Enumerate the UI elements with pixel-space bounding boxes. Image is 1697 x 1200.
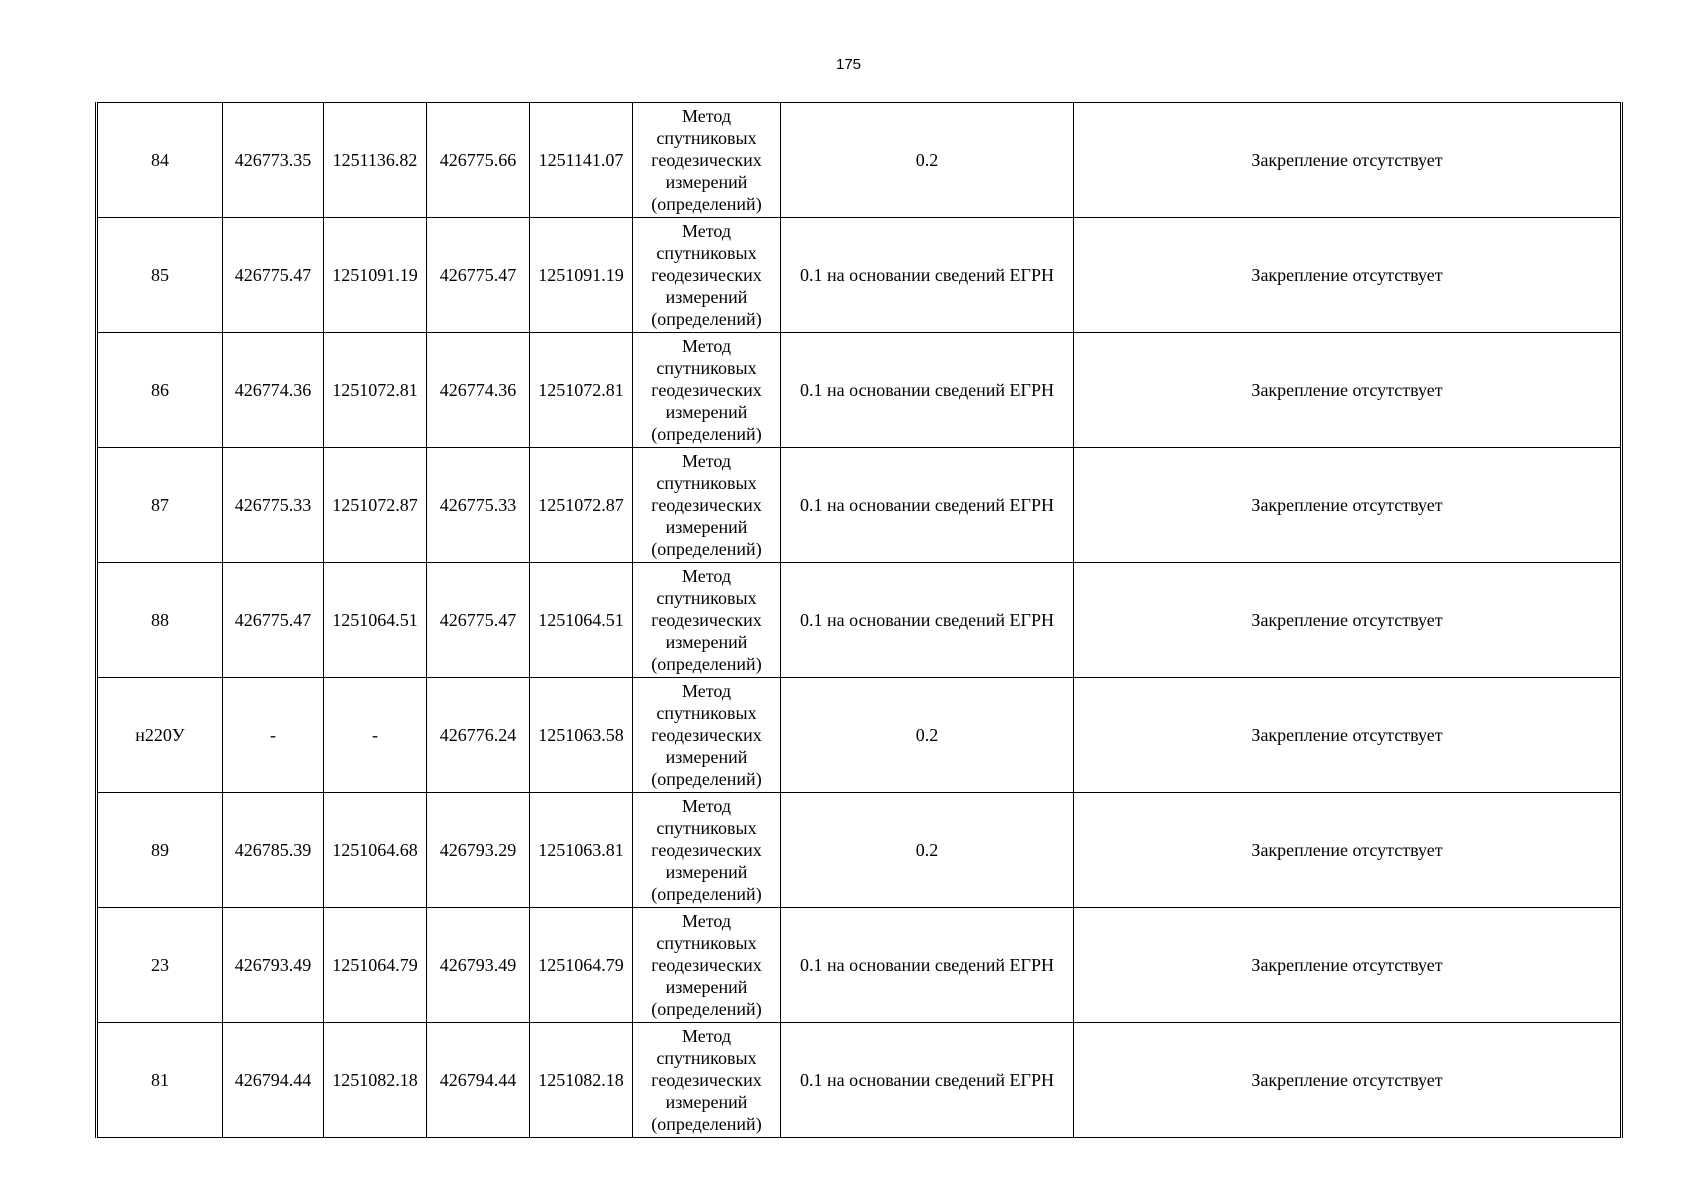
method-line: измерений xyxy=(665,632,748,652)
method-line: спутниковых xyxy=(656,243,757,263)
table-body xyxy=(97,103,1622,1138)
existing-x-cell: 426775.47 xyxy=(223,563,324,678)
page-number: 175 xyxy=(835,56,862,73)
table-row xyxy=(97,678,1622,793)
existing-y-cell: 1251072.87 xyxy=(324,448,427,563)
point-number-cell: 88 xyxy=(97,563,223,678)
method-line: измерений xyxy=(665,517,748,537)
method-line: измерений xyxy=(665,862,748,882)
method-line: (определений) xyxy=(651,309,762,329)
method-line: геодезических xyxy=(651,495,762,515)
existing-y-cell: 1251064.51 xyxy=(324,563,427,678)
method-line: Метод xyxy=(681,451,732,471)
new-x-cell: 426775.47 xyxy=(427,563,530,678)
accuracy-cell: 0.1 на основании сведений ЕГРН xyxy=(781,333,1074,448)
coordinates-table xyxy=(95,102,1623,1138)
method-line: спутниковых xyxy=(656,128,757,148)
fixing-cell: Закрепление отсутствует xyxy=(1074,908,1622,1023)
fixing-cell: Закрепление отсутствует xyxy=(1074,678,1622,793)
method-line: измерений xyxy=(665,172,748,192)
method-line: (определений) xyxy=(651,539,762,559)
new-x-cell: 426793.29 xyxy=(427,793,530,908)
table-row xyxy=(97,793,1622,908)
new-x-cell: 426794.44 xyxy=(427,1023,530,1138)
method-line: геодезических xyxy=(651,725,762,745)
table-row xyxy=(97,908,1622,1023)
method-cell xyxy=(633,218,781,333)
accuracy-cell: 0.1 на основании сведений ЕГРН xyxy=(781,218,1074,333)
existing-y-cell: 1251064.79 xyxy=(324,908,427,1023)
point-number-cell: 86 xyxy=(97,333,223,448)
method-line: Метод xyxy=(681,796,732,816)
fixing-cell: Закрепление отсутствует xyxy=(1074,793,1622,908)
method-cell xyxy=(633,908,781,1023)
table-row xyxy=(97,563,1622,678)
existing-x-cell: 426775.47 xyxy=(223,218,324,333)
method-line: геодезических xyxy=(651,1070,762,1090)
method-line: измерений xyxy=(665,402,748,422)
point-number-cell: 23 xyxy=(97,908,223,1023)
method-line: Метод xyxy=(681,106,732,126)
existing-x-cell: 426774.36 xyxy=(223,333,324,448)
method-line: геодезических xyxy=(651,150,762,170)
table-row xyxy=(97,1023,1622,1138)
new-x-cell: 426793.49 xyxy=(427,908,530,1023)
new-y-cell: 1251064.51 xyxy=(530,563,633,678)
method-cell xyxy=(633,448,781,563)
method-line: измерений xyxy=(665,287,748,307)
method-line: (определений) xyxy=(651,194,762,214)
accuracy-cell: 0.2 xyxy=(781,678,1074,793)
accuracy-cell: 0.1 на основании сведений ЕГРН xyxy=(781,908,1074,1023)
method-line: (определений) xyxy=(651,884,762,904)
method-line: (определений) xyxy=(651,769,762,789)
existing-x-cell: 426794.44 xyxy=(223,1023,324,1138)
point-number-cell: 89 xyxy=(97,793,223,908)
accuracy-cell: 0.1 на основании сведений ЕГРН xyxy=(781,563,1074,678)
method-line: измерений xyxy=(665,747,748,767)
method-line: спутниковых xyxy=(656,1048,757,1068)
method-line: измерений xyxy=(665,977,748,997)
new-y-cell: 1251091.19 xyxy=(530,218,633,333)
method-cell xyxy=(633,793,781,908)
method-line: спутниковых xyxy=(656,703,757,723)
point-number-cell: 84 xyxy=(97,103,223,218)
fixing-cell: Закрепление отсутствует xyxy=(1074,1023,1622,1138)
new-y-cell: 1251063.81 xyxy=(530,793,633,908)
new-x-cell: 426774.36 xyxy=(427,333,530,448)
new-x-cell: 426775.66 xyxy=(427,103,530,218)
fixing-cell: Закрепление отсутствует xyxy=(1074,333,1622,448)
new-y-cell: 1251072.81 xyxy=(530,333,633,448)
method-line: геодезических xyxy=(651,380,762,400)
point-number-cell: 81 xyxy=(97,1023,223,1138)
method-line: Метод xyxy=(681,221,732,241)
method-line: спутниковых xyxy=(656,588,757,608)
new-y-cell: 1251063.58 xyxy=(530,678,633,793)
accuracy-cell: 0.1 на основании сведений ЕГРН xyxy=(781,1023,1074,1138)
existing-x-cell: - xyxy=(223,678,324,793)
fixing-cell: Закрепление отсутствует xyxy=(1074,103,1622,218)
table-row xyxy=(97,448,1622,563)
method-line: Метод xyxy=(681,566,732,586)
method-cell xyxy=(633,103,781,218)
method-cell xyxy=(633,678,781,793)
method-line: измерений xyxy=(665,1092,748,1112)
table-row xyxy=(97,103,1622,218)
new-x-cell: 426775.33 xyxy=(427,448,530,563)
method-line: спутниковых xyxy=(656,818,757,838)
existing-y-cell: 1251064.68 xyxy=(324,793,427,908)
method-line: спутниковых xyxy=(656,933,757,953)
fixing-cell: Закрепление отсутствует xyxy=(1074,448,1622,563)
method-line: (определений) xyxy=(651,654,762,674)
method-line: геодезических xyxy=(651,955,762,975)
point-number-cell: 87 xyxy=(97,448,223,563)
new-x-cell: 426776.24 xyxy=(427,678,530,793)
existing-y-cell: - xyxy=(324,678,427,793)
method-line: Метод xyxy=(681,1026,732,1046)
existing-y-cell: 1251082.18 xyxy=(324,1023,427,1138)
table-row xyxy=(97,333,1622,448)
method-line: (определений) xyxy=(651,424,762,444)
method-line: спутниковых xyxy=(656,473,757,493)
fixing-cell: Закрепление отсутствует xyxy=(1074,563,1622,678)
existing-x-cell: 426793.49 xyxy=(223,908,324,1023)
method-line: геодезических xyxy=(651,840,762,860)
new-y-cell: 1251064.79 xyxy=(530,908,633,1023)
existing-x-cell: 426775.33 xyxy=(223,448,324,563)
accuracy-cell: 0.2 xyxy=(781,793,1074,908)
accuracy-cell: 0.1 на основании сведений ЕГРН xyxy=(781,448,1074,563)
existing-y-cell: 1251091.19 xyxy=(324,218,427,333)
method-line: спутниковых xyxy=(656,358,757,378)
method-cell xyxy=(633,1023,781,1138)
new-y-cell: 1251072.87 xyxy=(530,448,633,563)
point-number-cell: 85 xyxy=(97,218,223,333)
existing-x-cell: 426773.35 xyxy=(223,103,324,218)
method-cell xyxy=(633,333,781,448)
accuracy-cell: 0.2 xyxy=(781,103,1074,218)
method-line: Метод xyxy=(681,336,732,356)
method-line: Метод xyxy=(681,681,732,701)
new-x-cell: 426775.47 xyxy=(427,218,530,333)
method-line: (определений) xyxy=(651,999,762,1019)
method-cell xyxy=(633,563,781,678)
point-number-cell: н220У xyxy=(97,678,223,793)
existing-x-cell: 426785.39 xyxy=(223,793,324,908)
table-row xyxy=(97,218,1622,333)
new-y-cell: 1251141.07 xyxy=(530,103,633,218)
method-line: геодезических xyxy=(651,610,762,630)
method-line: (определений) xyxy=(651,1114,762,1134)
method-line: Метод xyxy=(681,911,732,931)
existing-y-cell: 1251136.82 xyxy=(324,103,427,218)
method-line: геодезических xyxy=(651,265,762,285)
fixing-cell: Закрепление отсутствует xyxy=(1074,218,1622,333)
existing-y-cell: 1251072.81 xyxy=(324,333,427,448)
new-y-cell: 1251082.18 xyxy=(530,1023,633,1138)
